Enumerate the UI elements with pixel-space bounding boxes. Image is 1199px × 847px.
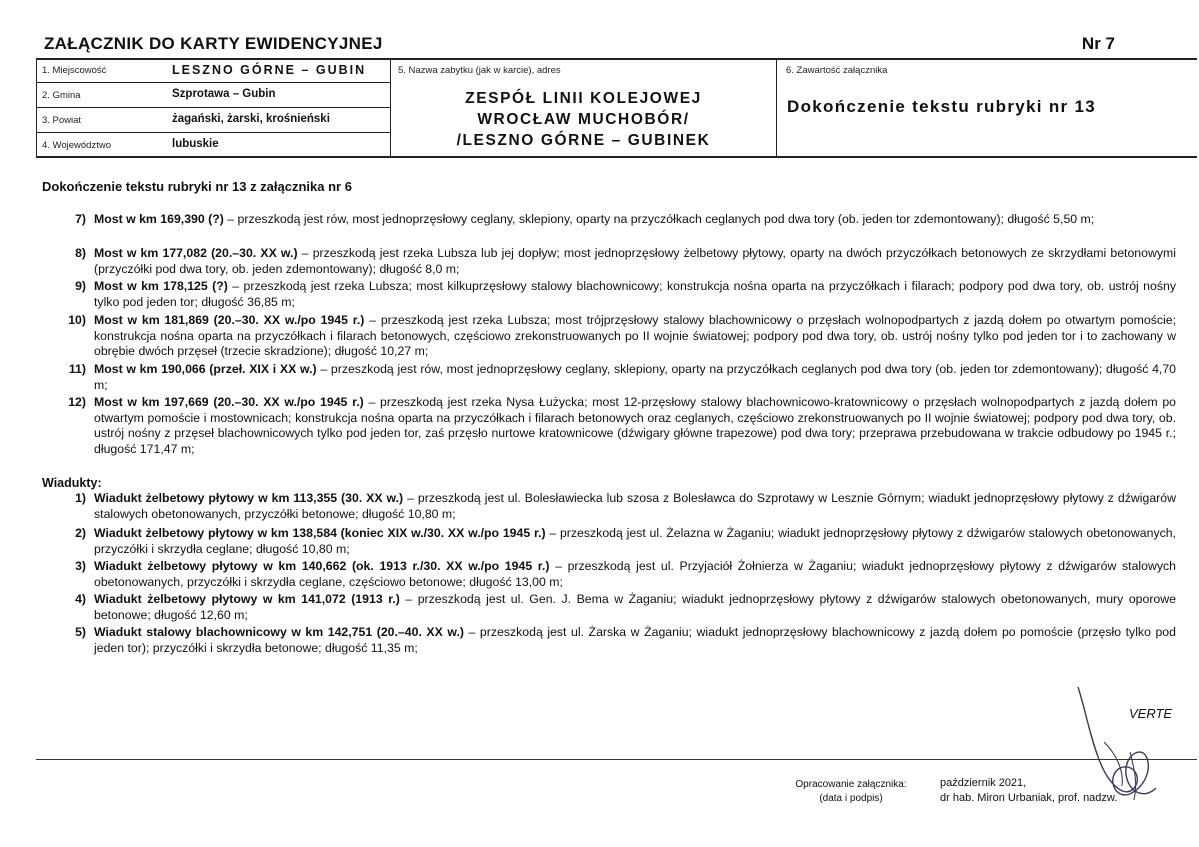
item-text: – przeszkodą jest ul. Bolesławiecka lub szosa z Bolesławca do Szprotawy w Lesznie Górnym; wiadukt jednoprzęsłowy płytowy z dźwigarów stalowych obetonowanych, przyczółki betonowe; długość 10,80 m; (94, 491, 1176, 521)
verte-label: VERTE (1129, 706, 1173, 721)
list-item-viaduct (75, 625, 1176, 656)
prepared-author: dr hab. Miron Urbaniak, prof. nadzw. (940, 792, 1118, 804)
form-grid (36, 58, 1197, 158)
item-text: – przeszkodą jest rzeka Nysa Łużycka; most 12-przęsłowy stalowy blachownicowo-kratownicowy o przęsłach wolnopodpartych z jazdą dołem po otwartym pomoście i mostownicach; konstrukcja nośna oparta na przyczółkach i filarach betonowych oraz ceglanych, częściowo zrekonstruowanych po II wojnie światowej; podpory pod dwa tory, ob. ustrój nośny z przęseł blachownicowych tylko pod jeden tor, zaś przęsło nurtowe kratownicowe (dźwigary główne trapezowe) pod dwa tory; przeprawa przebudowana w trakcie odbudowy po 1945 r.; długość 171,47 m; (94, 395, 1176, 456)
grid-line-row1 (36, 82, 391, 83)
list-item-viaduct (75, 592, 1176, 623)
wojewodztwo-label: 4. Województwo (42, 140, 111, 151)
item-heading: Wiadukt żelbetowy płytowy w km 138,584 (koniec XIX w./30. XX w./po 1945 r.) (94, 526, 546, 540)
item-heading: Wiadukt żelbetowy płytowy w km 141,072 (1913 r.) (94, 592, 400, 606)
powiat-label: 3. Powiat (42, 115, 82, 126)
footer-divider (36, 759, 1197, 760)
viaducts-heading: Wiadukty: (42, 476, 102, 490)
grid-line-top (36, 58, 1197, 60)
prepared-date: październik 2021, (940, 777, 1027, 789)
item-number: 7) (75, 212, 86, 226)
list-item-bridge (68, 395, 1176, 457)
grid-line-row2 (36, 107, 391, 108)
grid-line-left (36, 58, 37, 157)
list-item-bridge (75, 246, 1176, 277)
list-item-viaduct (75, 526, 1176, 557)
list-item-viaduct (75, 559, 1176, 590)
monument-name-line-3: /LESZNO GÓRNE – GUBINEK (456, 132, 711, 149)
item-heading: Most w km 197,669 (20.–30. XX w./po 1945 r.) (94, 395, 364, 409)
item-number: 4) (75, 592, 86, 606)
document-title: ZAŁĄCZNIK DO KARTY EWIDENCYJNEJ (44, 34, 383, 53)
item-heading: Most w km 178,125 (?) (94, 279, 228, 293)
list-item-bridge (68, 362, 1177, 393)
item-number: 8) (75, 246, 86, 260)
attachment-number: Nr 7 (1081, 34, 1115, 53)
item-text: – przeszkodą jest rzeka Lubsza lub jej dopływ; most jednoprzęsłowy żelbetowy płytowy, oparty na dwóch przyczółkach betonowych ze skrzydłami betonowymi (przyczółki pod dwa tory, ob. jeden zdemontowany); długość 8,0 m; (94, 246, 1176, 276)
gmina-label: 2. Gmina (42, 90, 81, 101)
list-item-bridge (68, 313, 1176, 360)
item-text: – przeszkodą jest ul. Żarska w Żaganiu; wiadukt jednoprzęsłowy blachownicowy z jazdą dołem po pomoście (przęsło tylko pod jeden tor); przyczółki i skrzydła betonowe; długość 11,35 m; (94, 625, 1176, 655)
item-text: – przeszkodą jest ul. Przyjaciół Żołnierza w Żaganiu; wiadukt jednoprzęsłowy płytowy z dźwigarów stalowych obetonowanych, przyczółki i skrzydła ceglane, częściowo betonowe; długość 13,00 m; (94, 559, 1176, 589)
item-number: 10) (68, 313, 86, 327)
item-text: – przeszkodą jest ul. Gen. J. Bema w Żaganiu; wiadukt jednoprzęsłowy płytowy z dźwigarów stalowych obetonowanych, mury oporowe betonowe; długość 12,60 m; (94, 592, 1176, 622)
list-item-viaduct (75, 491, 1176, 522)
item-heading: Wiadukt stalowy blachownicowy w km 142,751 (20.–40. XX w.) (94, 625, 464, 639)
item-heading: Wiadukt żelbetowy płytowy w km 140,662 (ok. 1913 r./30. XX w./po 1945 r.) (94, 559, 550, 573)
nazwa-label: 5. Nazwa zabytku (jak w karcie), adres (398, 65, 561, 76)
miejscowosc-label: 1. Miejscowość (42, 65, 107, 76)
powiat-value: żagański, żarski, krośnieński (172, 113, 330, 125)
item-number: 12) (68, 395, 86, 409)
zawartosc-value: Dokończenie tekstu rubryki nr 13 (787, 97, 1096, 116)
zawartosc-label: 6. Zawartość załącznika (786, 65, 888, 76)
section-subheading: Dokończenie tekstu rubryki nr 13 z załącznika nr 6 (42, 179, 352, 194)
item-heading: Wiadukt żelbetowy płytowy w km 113,355 (30. XX w.) (94, 491, 404, 505)
list-item-bridge (75, 212, 1176, 228)
item-heading: Most w km 181,869 (20.–30. XX w./po 1945 r.) (94, 313, 365, 327)
item-number: 9) (75, 279, 86, 293)
miejscowosc-value: LESZNO GÓRNE – GUBIN (172, 63, 367, 77)
item-number: 2) (75, 526, 86, 540)
grid-line-bottom (36, 156, 1197, 158)
item-number: 3) (75, 559, 86, 573)
item-heading: Most w km 177,082 (20.–30. XX w.) (94, 246, 298, 260)
prepared-by-label (776, 778, 926, 806)
monument-name-line-1: ZESPÓŁ LINII KOLEJOWEJ (465, 90, 702, 107)
item-number: 1) (75, 491, 86, 505)
grid-line-v2 (776, 58, 777, 157)
prepared-by-value (940, 776, 1117, 806)
monument-name-line-2: WROCŁAW MUCHOBÓR/ (477, 111, 690, 128)
item-text: – przeszkodą jest ul. Żelazna w Żaganiu; wiadukt jednoprzęsłowy płytowy z dźwigarów stalowych obetonowanych, przyczółki i skrzydła ceglane; długość 10,80 m; (94, 526, 1176, 556)
grid-line-row3 (36, 132, 391, 133)
item-text: – przeszkodą jest rów, most jednoprzęsłowy ceglany, sklepiony, oparty na przyczółkach ceglanych pod dwa tory (ob. jeden tor zdemontowany); długość 5,50 m; (223, 212, 1095, 226)
item-text: – przeszkodą jest rzeka Lubsza; most kilkuprzęsłowy stalowy blachownicowy; konstrukcja nośna oparta na przyczółkach i filarach; podpory pod dwa tory, ob. ustrój nośny tylko pod jeden tor; długość 36,85 m; (94, 279, 1176, 309)
prepared-sublabel: (data i podpis) (819, 793, 883, 804)
item-text: – przeszkodą jest rzeka Lubsza; most trójprzęsłowy stalowy blachownicowy o przęsłach wolnopodpartych z jazdą dołem po otwartym pomoście; konstrukcja nośna oparta na przyczółkach i filarach betonowych, częściowo zrekonstruowanych po II wojnie światowej; podpory pod dwa tory, ob. ustrój nośny tylko pod jeden tor i to zachowany w obrębie dwóch przęseł (trzecie skradzione); długość 10,27 m; (94, 313, 1176, 358)
list-item-bridge (75, 279, 1176, 310)
item-number: 5) (75, 625, 86, 639)
prepared-label: Opracowanie załącznika: (795, 779, 907, 790)
item-heading: Most w km 190,066 (przeł. XIX i XX w.) (94, 362, 317, 376)
item-heading: Most w km 169,390 (?) (94, 212, 224, 226)
monument-name (391, 88, 776, 151)
wojewodztwo-value: lubuskie (172, 138, 219, 150)
gmina-value: Szprotawa – Gubin (172, 88, 276, 100)
item-text: – przeszkodą jest rów, most jednoprzęsłowy ceglany, sklepiony, oparty na przyczółkach ceglanych pod dwa tory (ob. jeden tor zdemontowany); długość 4,70 m; (94, 362, 1177, 392)
item-number: 11) (68, 362, 86, 376)
